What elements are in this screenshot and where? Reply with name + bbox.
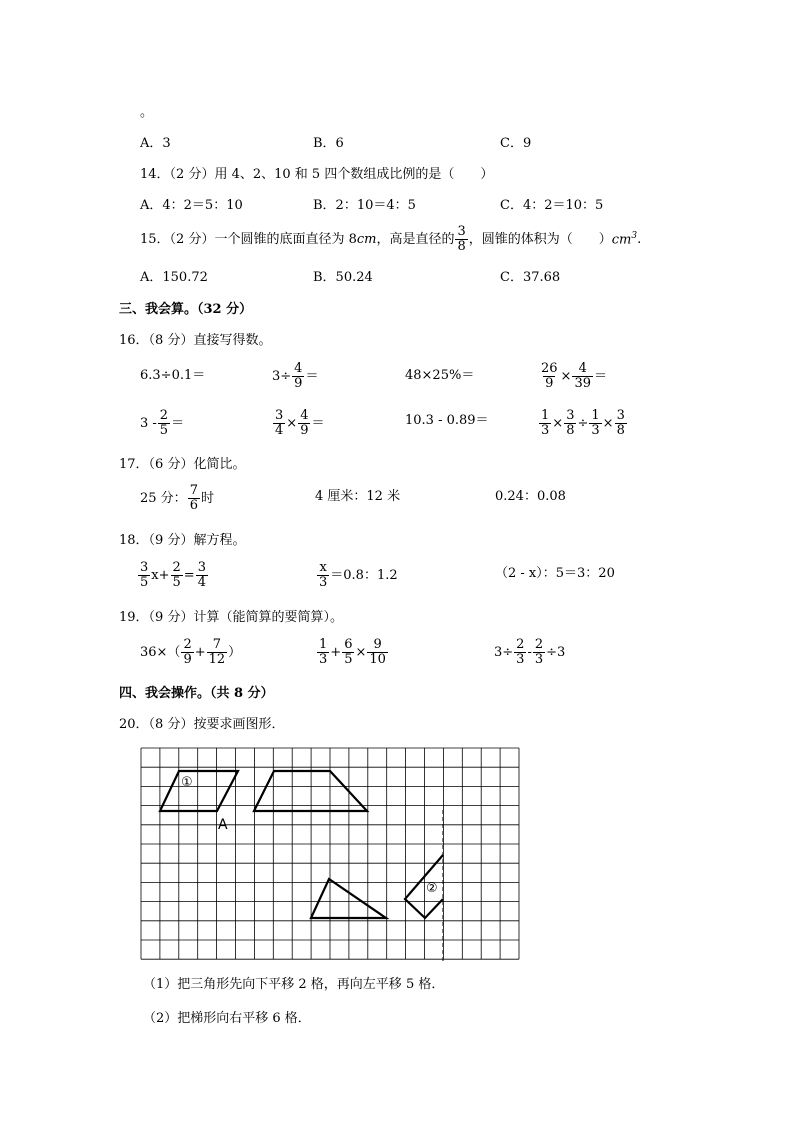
- q19-c1-pre: 36×（: [140, 645, 181, 660]
- q19-c1-frac2: [207, 638, 228, 667]
- q19-c1-den2: 12: [208, 652, 226, 667]
- q18-c3: （2 - x）：5＝3：20: [495, 566, 615, 581]
- q13-option-b: B．6: [313, 136, 344, 151]
- q18-c1-x: x+: [151, 568, 170, 583]
- q18-c1: [137, 561, 209, 590]
- q18-c1-frac2: [171, 561, 183, 590]
- q16-r1c4-post: ＝: [594, 369, 608, 384]
- q18-c1-den2: 5: [172, 575, 181, 590]
- q18-c1-den1: 5: [140, 575, 149, 590]
- q16-r1c2: [272, 362, 318, 391]
- label-circled-1: ①: [181, 775, 193, 790]
- q16-r2c4: [538, 409, 628, 438]
- q16-r2c4-num2: 3: [566, 408, 575, 423]
- q16-r1c2-num: 4: [294, 361, 303, 376]
- q16-r2c2-frac1: [273, 409, 285, 438]
- q19-c3-frac1: [514, 638, 526, 667]
- q16-r2c2-num2: 4: [300, 408, 309, 423]
- q19-c1-post: ）: [228, 645, 242, 660]
- trapezoid-shape: [254, 771, 367, 811]
- q18-c2-den: 3: [319, 575, 328, 590]
- q17-c1: [140, 484, 214, 513]
- q19-c3-post: ÷3: [546, 645, 566, 660]
- q18-c2: [316, 561, 398, 590]
- q16-r2c2-post: ＝: [311, 416, 325, 431]
- q17-c1-pre: 25 分：: [140, 491, 187, 506]
- q16-r2c1-den: 5: [159, 423, 169, 438]
- q16-r2c4-frac4: [615, 409, 627, 438]
- q16-r2c4-den1: 3: [541, 423, 550, 438]
- q15-unit-cm: cm: [356, 232, 377, 247]
- q19-c2-op2: ×: [355, 645, 367, 660]
- q16-r2c1-num: 2: [159, 408, 169, 423]
- q16-r1c4-num2: 4: [578, 361, 587, 376]
- q15-fraction: [455, 225, 467, 254]
- q16-r1c4-frac1: [539, 362, 560, 391]
- q17-c2: 4 厘米：12 米: [315, 489, 401, 504]
- q18-c1-frac1: [138, 561, 150, 590]
- section-3-title: 三、我会算。（32 分）: [119, 302, 253, 317]
- q19-c1-den1: 9: [183, 652, 192, 667]
- q19-c3: [494, 638, 565, 667]
- q19-c3-den2: 3: [534, 652, 544, 667]
- q16-r2c2-den2: 9: [300, 423, 309, 438]
- q19-c2-den2: 5: [344, 652, 353, 667]
- q15-stem-part1: 15．（2 分）一个圆锥的底面直径为 8: [140, 232, 357, 247]
- q16-r2c4-den2: 8: [566, 423, 575, 438]
- q16-r1c1: 6.3÷0.1＝: [140, 368, 206, 383]
- q13-option-c: C．9: [500, 136, 532, 151]
- q17-c1-num: 7: [189, 483, 198, 498]
- q19-c1-op: +: [194, 645, 206, 660]
- q16-r1c2-pre: 3÷: [272, 369, 292, 384]
- q18-stem: 18．（9 分）解方程。: [119, 533, 246, 548]
- q18-c1-num3: 3: [197, 560, 206, 575]
- q16-r2c4-num4: 3: [616, 408, 625, 423]
- q19-c2-num3: 9: [373, 637, 382, 652]
- parallelogram-shape: [160, 771, 238, 811]
- section-4-title: 四、我会操作。（共 8 分）: [119, 686, 274, 701]
- q19-c2-den1: 3: [319, 652, 328, 667]
- q17-stem: 17．（6 分）化简比。: [119, 457, 246, 472]
- q17-c1-frac: [188, 484, 200, 513]
- q16-r1c4-frac2: [572, 362, 593, 391]
- q16-r1c2-post: ＝: [305, 369, 319, 384]
- q16-r2c4-den4: 8: [616, 423, 625, 438]
- q17-c1-den: 6: [189, 498, 198, 513]
- q16-r2c2-num1: 3: [275, 408, 284, 423]
- q16-r2c4-num3: 1: [591, 408, 600, 423]
- q16-r1c3: 48×25%＝: [405, 368, 475, 383]
- q16-r2c4-op1: ×: [552, 416, 564, 431]
- q20-sub1: （1）把三角形先向下平移 2 格，再向左平移 5 格．: [143, 977, 445, 992]
- q16-r2c4-frac3: [589, 409, 601, 438]
- label-point-a: A: [218, 817, 228, 833]
- q16-r1c4-den2: 39: [574, 376, 591, 391]
- q16-r2c4-den3: 3: [591, 423, 600, 438]
- q16-r2c4-frac1: [539, 409, 551, 438]
- q19-c3-den1: 3: [516, 652, 525, 667]
- q15-stem-part2: ，高是直径的: [376, 232, 455, 247]
- q15-end: .: [637, 232, 642, 247]
- q19-stem: 19．（9 分）计算（能简算的要简算）。: [119, 610, 343, 625]
- q16-r2c1-frac: [158, 409, 170, 438]
- q19-c2-op1: +: [330, 645, 342, 660]
- q15-unit-cm3: [612, 232, 637, 246]
- q19-c1-num2: 7: [212, 637, 222, 652]
- q16-r2c3: 10.3 - 0.89＝: [405, 413, 489, 428]
- q16-r2c4-frac2: [564, 409, 576, 438]
- q16-r2c1-pre: 3 -: [140, 416, 157, 431]
- grid-lines: [141, 748, 519, 959]
- q16-r2c1: [140, 409, 184, 438]
- q16-stem: 16．（8 分）直接写得数。: [119, 333, 272, 348]
- q19-c1-num1: 2: [183, 637, 192, 652]
- q19-c1: [140, 638, 241, 667]
- q17-c1-post: 时: [200, 491, 214, 506]
- q19-c3-pre: 3÷: [494, 645, 514, 660]
- q17-c3: 0.24：0.08: [495, 489, 566, 504]
- q18-c1-frac3: [196, 561, 208, 590]
- q15-frac-num: 3: [457, 224, 466, 239]
- q19-c2: [316, 638, 389, 667]
- q19-c2-frac3: [367, 638, 388, 667]
- q18-c1-num1: 3: [140, 560, 149, 575]
- q20-sub2: （2）把梯形向右平移 6 格．: [143, 1011, 311, 1026]
- q16-r1c4-op: ×: [560, 369, 572, 384]
- q16-r2c2: [272, 409, 324, 438]
- q16-r1c2-den: 9: [294, 376, 303, 391]
- q15-stem: [140, 225, 641, 254]
- q16-r2c2-den1: 4: [275, 423, 284, 438]
- q16-r1c4: [538, 362, 607, 391]
- q16-r2c4-op2: ÷: [577, 416, 589, 431]
- q16-r2c4-num1: 1: [541, 408, 550, 423]
- q19-c3-frac2: [533, 638, 545, 667]
- q19-c2-num2: 6: [344, 637, 353, 652]
- q15-option-c: C．37.68: [500, 270, 561, 285]
- q15-option-a: A．150.72: [140, 270, 208, 285]
- q18-c1-den3: 4: [197, 575, 206, 590]
- q15-unit-cm3-exp: 3: [631, 231, 638, 242]
- q16-r2c1-post: ＝: [171, 416, 185, 431]
- q18-c2-post: ＝0.8：1.2: [330, 568, 398, 583]
- q19-c3-num2: 2: [534, 637, 544, 652]
- q16-r2c2-op: ×: [286, 416, 298, 431]
- q15-option-b: B．50.24: [313, 270, 373, 285]
- q19-c2-frac2: [342, 638, 354, 667]
- q18-c2-frac: [317, 561, 329, 590]
- q14-option-c: C．4：2＝10：5: [500, 198, 604, 213]
- q18-c2-num: x: [319, 560, 327, 575]
- q15-stem-part3: ，圆锥的体积为（ ）: [468, 232, 612, 247]
- q14-option-a: A．4：2＝5：10: [140, 198, 243, 213]
- continuation-mark: 。: [140, 105, 154, 120]
- q16-r1c2-frac: [292, 362, 304, 391]
- label-circled-2: ②: [426, 881, 438, 896]
- q13-option-a: A．3: [140, 136, 171, 151]
- q16-r1c4-num1: 26: [541, 361, 558, 376]
- q19-c3-op: -: [527, 645, 532, 660]
- q18-c1-eq: =: [183, 568, 195, 583]
- q19-c1-frac1: [181, 638, 193, 667]
- q14-option-b: B．2：10＝4：5: [313, 198, 416, 213]
- q20-grid-figure: [0, 740, 794, 1000]
- q19-c2-frac1: [317, 638, 329, 667]
- q15-frac-den: 8: [457, 239, 466, 254]
- q16-r2c2-frac2: [298, 409, 310, 438]
- q16-r1c4-den1: 9: [545, 376, 554, 391]
- q14-stem: 14．（2 分）用 4、2、10 和 5 四个数组成比例的是（ ）: [140, 167, 494, 182]
- q16-r2c4-op3: ×: [602, 416, 614, 431]
- q19-c2-den3: 10: [369, 652, 386, 667]
- q19-c2-num1: 1: [319, 637, 328, 652]
- q18-c1-num2: 2: [172, 560, 181, 575]
- q20-stem: 20．（8 分）按要求画图形．: [119, 717, 285, 732]
- q19-c3-num1: 2: [516, 637, 525, 652]
- q15-unit-cm3-base: cm: [611, 232, 632, 248]
